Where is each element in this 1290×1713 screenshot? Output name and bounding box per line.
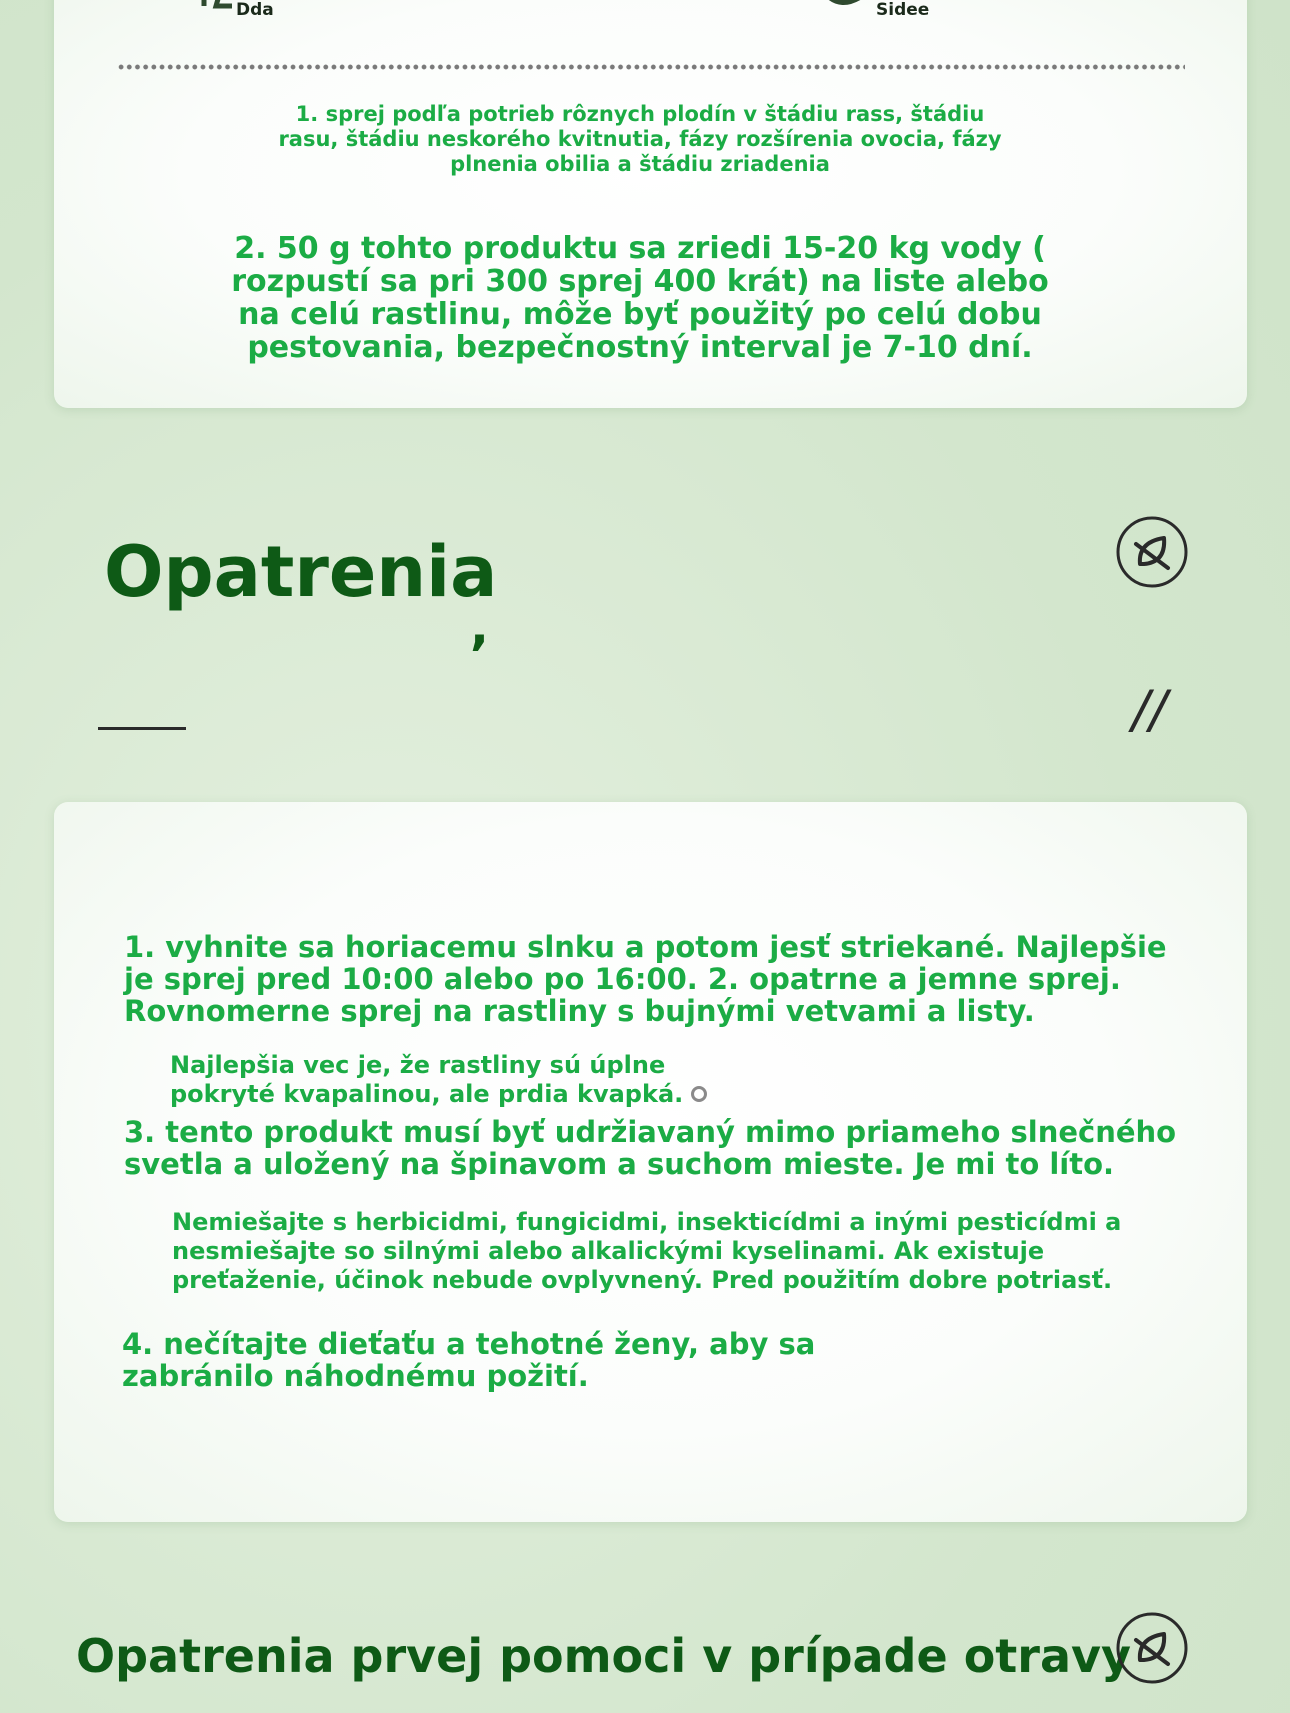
precaution-3: 3. tento produkt musí byť udržiavaný mimo priameho slnečného svetla a uložený na špinavom a suchom mieste. Je mi to líto.: [124, 1115, 1177, 1181]
precaution-4: 4. nečítajte dieťaťu a tehotné ženy, aby sa zabránilo náhodnému požití.: [122, 1327, 816, 1393]
usage-step-2: 2. 50 g tohto produktu sa zriedi 15-20 kg vody ( rozpustí sa pri 300 sprej 400 krát) na liste alebo na celú rastlinu, môže byť použitý po celú dobu pestovania, bezpečnostný interval je 7-10 dní.: [231, 231, 1049, 365]
leaf-icon: [1116, 516, 1188, 588]
precautions-title: Opatrenia: [104, 531, 498, 613]
first-aid-title: Opatrenia prvej pomoci v prípade otravy: [76, 1629, 1131, 1683]
usage-step-1: 1. sprej podľa potrieb rôznych plodín v štádiu rass, štádiu rasu, štádiu neskorého kvitnutia, fázy rozšírenia ovocia, fázy plnenia obilia a štádiu zriadenia: [278, 102, 1002, 176]
partial-glyph-right: [820, 0, 870, 16]
label-right: Sidee: [876, 0, 930, 20]
decorative-dash: [98, 727, 186, 730]
partial-glyph-left: [196, 0, 236, 16]
precaution-note-1: Najlepšia vec je, že rastliny sú úplne pokryté kvapalinou, ale prdia kvapká.: [170, 1051, 684, 1108]
precaution-1-2: 1. vyhnite sa horiacemu slnku a potom jesť striekané. Najlepšie je sprej pred 10:00 alebo po 16:00. 2. opatrne a jemne sprej. Rovnomerne sprej na rastliny s bujnými vetvami a listy.: [124, 930, 1167, 1028]
small-circle-mark: [691, 1086, 707, 1102]
label-left: Dda: [236, 0, 274, 20]
decorative-slashes: //: [1132, 680, 1168, 740]
dotted-divider: [117, 64, 1185, 70]
precaution-note-3: Nemiešajte s herbicidmi, fungicidmi, insekticídmi a inými pesticídmi a nesmiešajte so silnými alebo alkalickými kyselinami. Ak existuje preťaženie, účinok nebude ovplyvnený. Pred použitím dobre potriasť.: [172, 1208, 1122, 1294]
leaf-icon: [1116, 1612, 1188, 1684]
decorative-comma: ,: [470, 598, 489, 656]
